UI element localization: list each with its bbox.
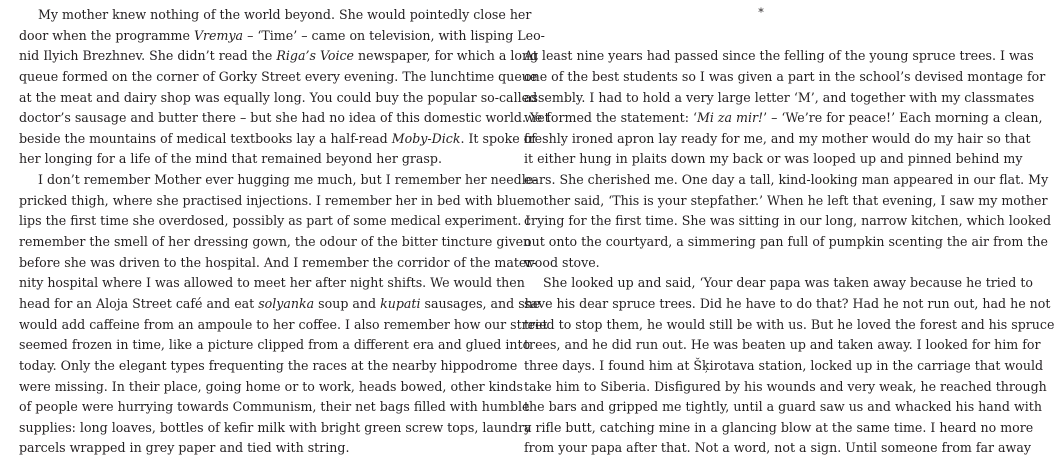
section-break: * (758, 6, 764, 19)
left-text-line: her longing for a life of the mind that remained beyond her grasp. (19, 151, 442, 167)
right-text-line: one of the best students so I was given a part in the school’s devised montage for (524, 68, 1046, 84)
left-text-line: door when the programme Vremya – ‘Time’ – came on television, with lisping Leo- (19, 27, 545, 43)
right-text-line: we formed the statement: ‘Mi za mir!’ – ‘We’re for peace!’ Each morning a clean, (524, 110, 1043, 126)
left-text-line: lips the first time she overdosed, possibly as part of some medical experiment. I (19, 213, 531, 229)
right-page-text (524, 46, 1054, 459)
left-text-line: parcels wrapped in grey paper and tied with string. (19, 440, 350, 456)
left-text-line: before she was driven to the hospital. And I remember the corridor of the mater- (19, 254, 537, 270)
spacer (524, 26, 998, 47)
right-text-line: mother said, ‘This is your stepfather.’ When he left that evening, I saw my mother (524, 192, 1048, 208)
left-text-line: at the meat and dairy shop was equally long. You could buy the popular so-called (19, 89, 538, 105)
left-text-line: seemed frozen in time, like a picture clipped from a different era and glued into (19, 337, 531, 353)
left-text-line: pricked thigh, where she practised injections. I remember her in bed with blue (19, 192, 525, 208)
right-text-line: At least nine years had passed since the felling of the young spruce trees. I was (524, 48, 1034, 64)
right-text-line: it either hung in plaits down my back or was looped up and pinned behind my (524, 151, 1023, 167)
right-text-line: save his dear spruce trees. Did he have to do that? Had he not run out, had he not (524, 295, 1051, 311)
right-text-line: the bars and gripped me tightly, until a guard saw us and whacked his hand with (524, 399, 1042, 415)
right-text-line: a rifle butt, catching mine in a glancing blow at the same time. I heard no more (524, 419, 1034, 435)
left-text-line: I don’t remember Mother ever hugging me much, but I remember her needle- (38, 172, 538, 188)
right-text-line: freshly ironed apron lay ready for me, and my mother would do my hair so that (524, 130, 1031, 146)
left-text-line: head for an Aloja Street café and eat solyanka soup and kupati sausages, and she (19, 295, 541, 311)
right-text-line: She looked up and said, ‘Your dear papa was taken away because he tried to (543, 275, 1033, 291)
right-page (524, 0, 1054, 469)
left-text-line: My mother knew nothing of the world beyond. She would pointedly close her (38, 7, 532, 22)
right-text-line: wood stove. (524, 254, 600, 270)
right-text-line: out onto the courtyard, a simmering pan full of pumpkin scenting the air from the (524, 234, 1048, 250)
right-text-line: assembly. I had to hold a very large letter ‘M’, and together with my classmates (524, 89, 1035, 105)
right-text-line: take him to Siberia. Disfigured by his wounds and very weak, he reached through (524, 378, 1047, 394)
left-text-line: beside the mountains of medical textbooks lay a half-read Moby-Dick. It spoke of (19, 130, 536, 146)
left-text-line: of people were hurrying towards Communism, their net bags filled with humble (19, 399, 530, 415)
right-text-line: three days. I found him at Šķirotava station, locked up in the carriage that would (524, 357, 1044, 373)
left-page (19, 0, 550, 469)
left-text-line: doctor’s sausage and butter there – but she had no idea of this domestic world. Yet (19, 110, 550, 126)
left-text-line: supplies: long loaves, bottles of kefir milk with bright green screw tops, laundry (19, 419, 532, 435)
right-text-line: ears. She cherished me. One day a tall, kind-looking man appeared in our flat. My (524, 172, 1049, 188)
left-text-line: today. Only the elegant types frequenting the races at the nearby hippodrome (19, 357, 518, 373)
right-text-line: tried to stop them, he would still be with us. But he loved the forest and his spruce (524, 316, 1054, 332)
left-text-line: queue formed on the corner of Gorky Street every evening. The lunchtime queue (19, 68, 538, 84)
right-text-line: crying for the first time. She was sitting in our long, narrow kitchen, which looked (524, 213, 1052, 229)
left-text-line: nid Ilyich Brezhnev. She didn’t read the Riga’s Voice newspaper, for which a long (19, 48, 539, 64)
left-text-line: would add caffeine from an ampoule to her coffee. I also remember how our street (19, 316, 548, 332)
left-text-line: were missing. In their place, going home or to work, heads bowed, other kinds (19, 378, 523, 394)
right-text-line: trees, and he did run out. He was beaten up and taken away. I looked for him for (524, 337, 1041, 353)
left-text-line: nity hospital where I was allowed to meet her after night shifts. We would then (19, 275, 525, 291)
right-text-line: from your papa after that. Not a word, not a sign. Until someone from far away (524, 440, 1031, 456)
left-text-line: remember the smell of her dressing gown, the odour of the bitter tincture given (19, 234, 532, 250)
